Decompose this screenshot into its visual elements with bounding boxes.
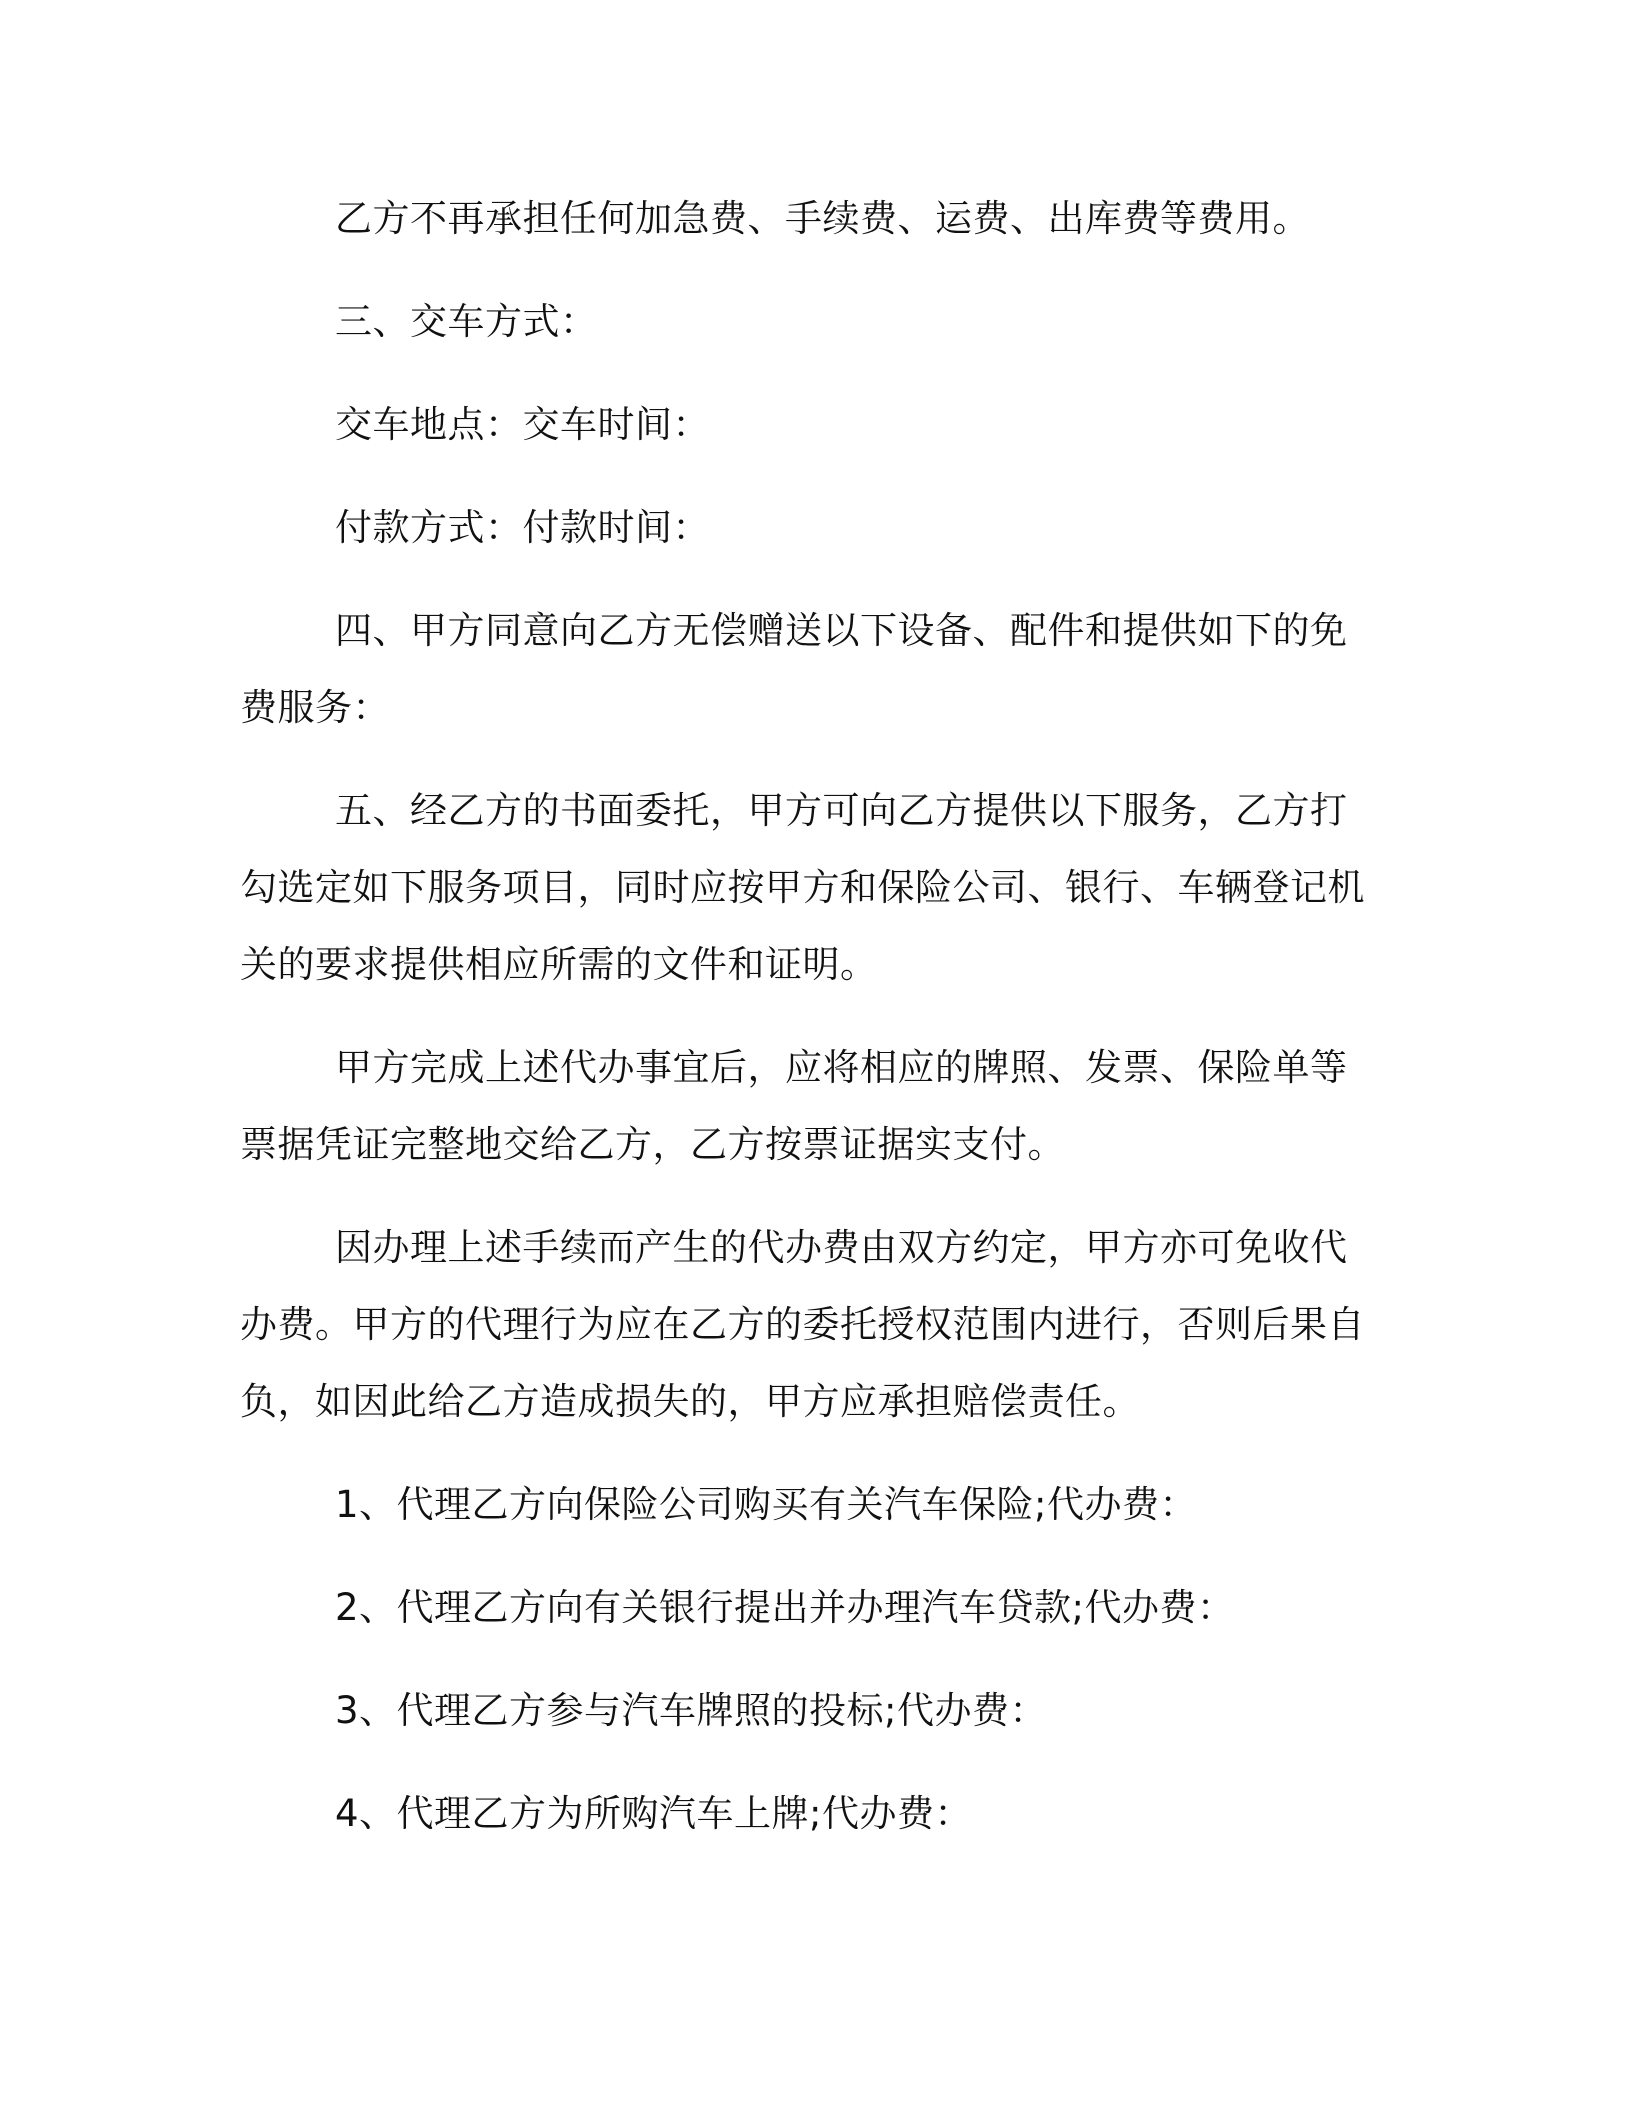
paragraph-section-four: 四、甲方同意向乙方无偿赠送以下设备、配件和提供如下的免费服务： xyxy=(240,609,1348,729)
paragraph-payment-method-time: 付款方式：付款时间： xyxy=(335,506,710,549)
paragraph-section-three-heading: 三、交车方式： xyxy=(335,300,598,343)
list-item-loan: 2、代理乙方向有关银行提出并办理汽车贷款;代办费： xyxy=(335,1586,1235,1629)
paragraph-agency-fee: 因办理上述手续而产生的代办费由双方约定，甲方亦可免收代办费。甲方的代理行为应在乙方的委托授权范围内进行，否则后果自负，如因此给乙方造成损失的，甲方应承担赔偿责任。 xyxy=(240,1226,1365,1423)
paragraph-section-five: 五、经乙方的书面委托，甲方可向乙方提供以下服务，乙方打勾选定如下服务项目，同时应按甲方和保险公司、银行、车辆登记机关的要求提供相应所需的文件和证明。 xyxy=(240,789,1365,986)
list-item-registration: 4、代理乙方为所购汽车上牌;代办费： xyxy=(335,1792,973,1835)
paragraph-documents-handover: 甲方完成上述代办事宜后，应将相应的牌照、发票、保险单等票据凭证完整地交给乙方，乙方按票证据实支付。 xyxy=(240,1046,1348,1166)
list-item-insurance: 1、代理乙方向保险公司购买有关汽车保险;代办费： xyxy=(335,1483,1198,1526)
paragraph-fees: 乙方不再承担任何加急费、手续费、运费、出库费等费用。 xyxy=(335,197,1310,240)
list-item-plate-bidding: 3、代理乙方参与汽车牌照的投标;代办费： xyxy=(335,1689,1048,1732)
paragraph-delivery-place-time: 交车地点：交车时间： xyxy=(335,403,710,446)
